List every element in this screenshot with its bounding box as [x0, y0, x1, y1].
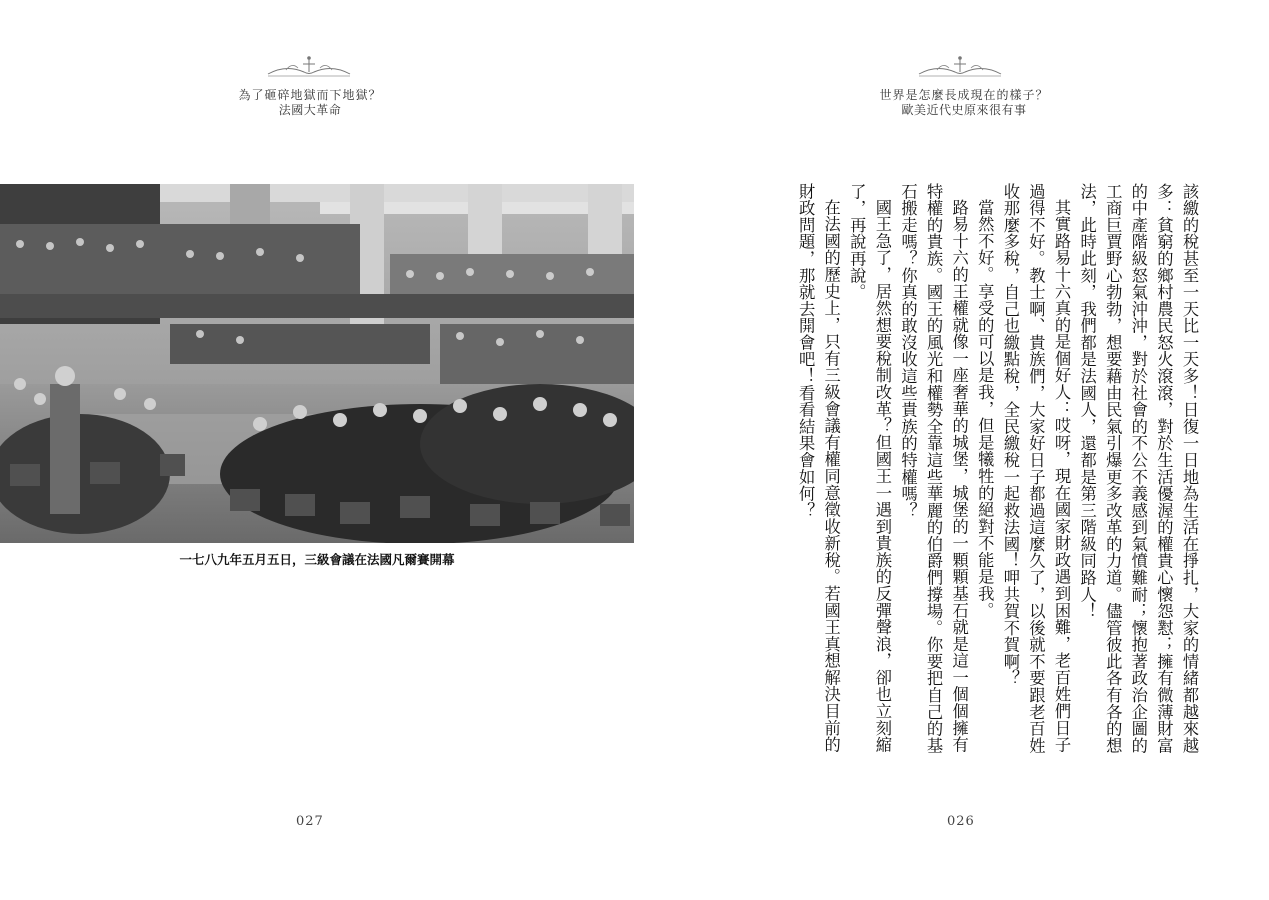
ornament-icon [917, 54, 1003, 80]
paragraph: 在法國的歷史上，只有三級會議有權同意徵收新稅。若國王真想解決目前的財政問題，那就去開會吧！看看結果會如何？ [796, 183, 841, 754]
paragraph: 路易十六的王權就像一座奢華的城堡，城堡的一顆顆基石就是這一個個擁有特權的貴族。國王的風光和權勢全靠這些華麗的伯爵們撐場。你要把自己的基石搬走嗎？你真的敢沒收這些貴族的特權嗎？ [898, 183, 969, 754]
paragraph: 當然不好。享受的可以是我，但是犧牲的絕對不能是我。 [975, 199, 995, 620]
running-header-title: 世界是怎麼長成現在的樣子？ [879, 88, 1049, 102]
body-text [793, 183, 1203, 763]
page-number: 026 [947, 814, 975, 829]
running-header-subtitle: 歐美近代史原來很有事 [901, 103, 1027, 117]
paragraph: 該繳的稅甚至一天比一天多！日復一日地為生活在掙扎，大家的情緒都越來越多：貧窮的鄉村農民怒火滾滾，對於生活優渥的權貴心懷怨懟；擁有微薄財富的中產階級怒氣沖沖，對於社會的不公不義感到氣憤難耐；懷抱著政治企圖的工商巨賈野心勃勃，想要藉由民氣引爆更多改革的力道。儘管彼此各有各的想法，此時此刻，我們都是法國人，還都是第三階級同路人！ [1077, 183, 1199, 754]
running-header-subtitle: 法國大革命 [278, 103, 342, 117]
paragraph: 其實路易十六真的是個好人：哎呀，現在國家財政遇到困難，老百姓們日子過得不好。教士啊、貴族們，大家好日子都過這麼久了，以後就不要跟老百姓收那麼多稅，自己也繳點稅，全民繳稅一起救法國！呷共賀不賀啊？ [1000, 183, 1072, 754]
image-caption: 一七八九年五月五日，三級會議在法國凡爾賽開幕 [179, 552, 455, 567]
left-page [0, 0, 634, 900]
page-number: 027 [296, 814, 324, 829]
ornament-icon [266, 54, 352, 80]
paragraph: 國王急了，居然想要稅制改革？但國王一遇到貴族的反彈聲浪，卻也立刻縮了，再說再說。 [847, 183, 892, 754]
painting-image [0, 184, 634, 543]
right-page [634, 0, 1268, 900]
running-header-title: 為了砸碎地獄而下地獄？ [238, 88, 382, 102]
